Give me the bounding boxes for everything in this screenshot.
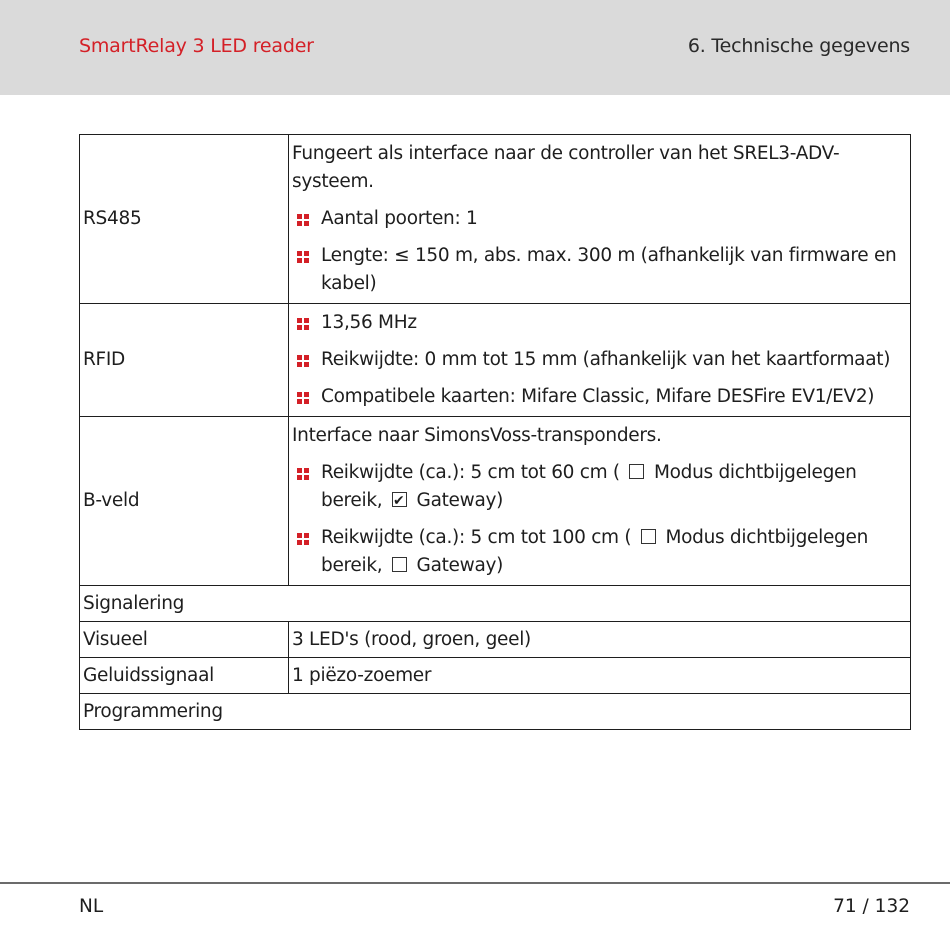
row-value: 3 LED's (rood, groen, geel)	[289, 622, 911, 658]
row-label: RFID	[80, 304, 289, 417]
row-intro: Fungeert als interface naar de controller van het SREL3-ADV-systeem.	[292, 143, 840, 192]
row-label: Geluidssignaal	[80, 658, 289, 694]
list-item-text: 13,56 MHz	[321, 312, 417, 333]
list-item	[292, 309, 907, 337]
bullet-grid-icon	[297, 318, 309, 330]
list-item-text: Lengte: ≤ 150 m, abs. max. 300 m (afhankelijk van firmware en kabel)	[321, 245, 897, 294]
list-item	[292, 346, 907, 374]
table-row-bveld	[80, 417, 911, 586]
option-label: Gateway)	[416, 555, 504, 576]
option-label: Modus dichtbijgelegen bereik,	[321, 462, 857, 511]
row-value	[289, 304, 911, 417]
page-header	[0, 0, 950, 95]
range-prefix: Reikwijdte (ca.): 5 cm tot 60 cm (	[321, 462, 620, 483]
table-row-rfid	[80, 304, 911, 417]
list-item-text: Reikwijdte: 0 mm tot 15 mm (afhankelijk van het kaartformaat)	[321, 349, 891, 370]
checkbox-checked-icon	[392, 492, 407, 507]
checkbox-icon	[641, 529, 656, 544]
footer-divider	[0, 882, 950, 884]
list-item-text: Compatibele kaarten: Mifare Classic, Mifare DESFire EV1/EV2)	[321, 386, 875, 407]
footer-language: NL	[79, 896, 104, 917]
option-label: Modus dichtbijgelegen bereik,	[321, 527, 868, 576]
table-row-programmering	[80, 694, 911, 730]
list-item	[292, 524, 907, 580]
table-row-signalering	[80, 586, 911, 622]
row-value: 1 piëzo-zoemer	[289, 658, 911, 694]
table-row-visueel	[80, 622, 911, 658]
spec-table	[79, 134, 911, 730]
checkbox-icon	[392, 557, 407, 572]
bullet-grid-icon	[297, 355, 309, 367]
bullet-grid-icon	[297, 533, 309, 545]
bullet-grid-icon	[297, 251, 309, 263]
row-label: RS485	[80, 135, 289, 304]
section-heading: Signalering	[80, 586, 911, 622]
row-label: Visueel	[80, 622, 289, 658]
table-row-rs485	[80, 135, 911, 304]
row-intro: Interface naar SimonsVoss-transponders.	[292, 425, 662, 446]
section-heading: Programmering	[80, 694, 911, 730]
list-item	[292, 459, 907, 515]
bullet-grid-icon	[297, 468, 309, 480]
bullet-grid-icon	[297, 214, 309, 226]
checkbox-icon	[629, 464, 644, 479]
list-item-text: Aantal poorten: 1	[321, 208, 478, 229]
option-label: Gateway)	[416, 490, 504, 511]
list-item	[292, 205, 907, 233]
row-label: B-veld	[80, 417, 289, 586]
list-item	[292, 383, 907, 411]
bullet-grid-icon	[297, 392, 309, 404]
row-value	[289, 417, 911, 586]
range-prefix: Reikwijdte (ca.): 5 cm tot 100 cm (	[321, 527, 632, 548]
product-title: SmartRelay 3 LED reader	[79, 35, 314, 57]
table-row-geluid	[80, 658, 911, 694]
list-item	[292, 242, 907, 298]
page-number: 71 / 132	[833, 896, 910, 917]
row-value	[289, 135, 911, 304]
section-title: 6. Technische gegevens	[687, 35, 910, 57]
